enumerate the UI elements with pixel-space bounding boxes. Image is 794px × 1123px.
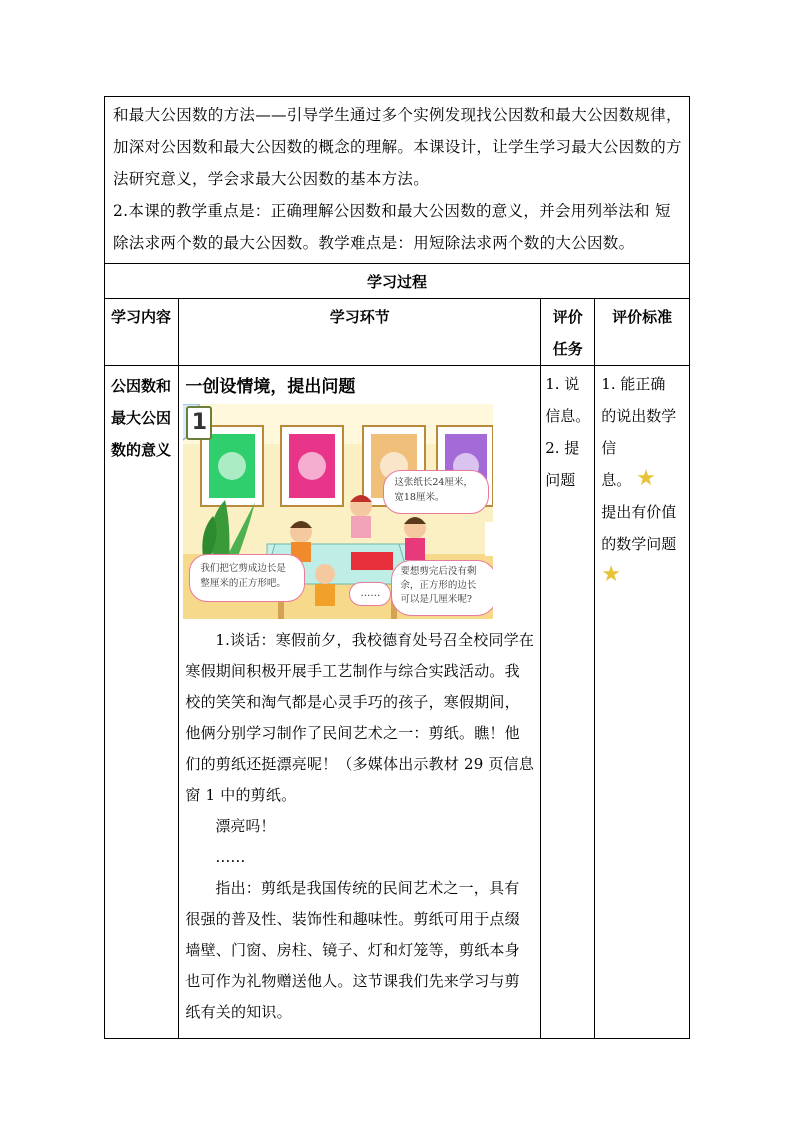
intro-line: 除法求两个数的最大公因数。教学难点是：用短除法求两个数的大公因数。 (113, 234, 635, 252)
standard-text: 息。 (601, 471, 632, 489)
speech-bubble-left (189, 554, 305, 602)
pointing-paragraph: 指出：剪纸是我国传统的民间艺术之一，具有很强的普及性、装饰性和趣味性。剪纸可用于点缀墙壁、门窗、房柱、镜子、灯和灯笼等，剪纸本身也可作为礼物赠送他人。这节课我们先来学习与剪纸有关的知识。 (185, 879, 520, 1021)
task-cell (541, 366, 595, 1039)
bubble-line: 可以是几厘米呢? (400, 594, 472, 605)
intro-line: 法研究意义，学会求最大公因数的基本方法。 (113, 170, 430, 188)
speech-bubble-right (391, 560, 493, 616)
intro-line: 加深对公因数和最大公因数的概念的理解。本课设计，让学生学习最大公因数的方 (113, 138, 682, 156)
bubble-line: 这张纸长24厘米， (394, 477, 473, 488)
bubble-line: 余，正方形的边长 (400, 580, 477, 591)
problem-badge: 1 (186, 406, 212, 440)
header-row (105, 299, 690, 366)
speech-bubble-top (383, 470, 489, 514)
speech-bubble-dots: …… (349, 582, 391, 606)
content-line: 最大公因 (111, 409, 172, 427)
intro-cell (105, 97, 690, 264)
bubble-line: 我们把它剪成边长是 (200, 563, 286, 574)
task-line: 信息。 (545, 407, 591, 425)
star-line (601, 560, 683, 592)
standard-line: 的说出数学信 (601, 407, 677, 457)
star-icon: ★ (601, 562, 622, 587)
talk-paragraph: 1.谈话：寒假前夕，我校德育处号召全校同学在寒假期间积极开展手工艺制作与综合实践活动。我校的笑笑和淘气都是心灵手巧的孩子，寒假期间，他俩分别学习制作了民间艺术之一：剪纸。瞧！他们的剪纸还挺漂亮呢！（多媒体出示教材 29 页信息窗 1 中的剪纸。 (185, 631, 535, 804)
header-steps: 学习环节 (179, 299, 541, 366)
content-line: 公因数和 (111, 377, 172, 395)
bubble-line: 要想剪完后没有剩 (400, 566, 477, 577)
content-line: 数的意义 (111, 441, 172, 459)
header-standard: 评价标准 (595, 299, 690, 366)
task-line: 2. 提 (545, 439, 580, 457)
task-line: 1. 说 (545, 375, 580, 393)
intro-line: 2.本课的教学重点是：正确理解公因数和最大公因数的意义，并会用列举法和 短 (113, 202, 671, 220)
standard-line: 提出有价值 (601, 503, 677, 521)
header-content: 学习内容 (105, 299, 179, 366)
steps-cell (179, 366, 541, 1039)
section-title-row (105, 264, 690, 299)
header-task (541, 299, 595, 366)
pretty-question: 漂亮吗！ (215, 817, 276, 835)
content-cell (105, 366, 179, 1039)
standard-line-with-star (601, 464, 683, 496)
header-task-line: 任务 (552, 340, 583, 358)
star-icon: ★ (636, 466, 656, 491)
standard-line: 1. 能正确 (601, 375, 666, 393)
task-line: 问题 (545, 471, 576, 489)
standard-line: 的数学问题 (601, 535, 677, 553)
content-row (105, 366, 690, 1039)
intro-row (105, 97, 690, 264)
bubble-line: 整厘米的正方形吧。 (200, 578, 286, 589)
intro-line: 和最大公因数的方法——引导学生通过多个实例发现找公因数和最大公因数规律， (113, 106, 682, 124)
section-title: 学习过程 (105, 264, 690, 299)
header-task-line: 评价 (552, 308, 583, 326)
document-page (104, 96, 690, 1039)
standard-cell (595, 366, 690, 1039)
textbook-illustration (183, 404, 493, 619)
step-title: 一创设情境，提出问题 (185, 377, 356, 397)
lesson-table (104, 96, 690, 1039)
bubble-line: 宽18厘米。 (394, 492, 445, 503)
ellipsis-line: …… (215, 848, 246, 866)
